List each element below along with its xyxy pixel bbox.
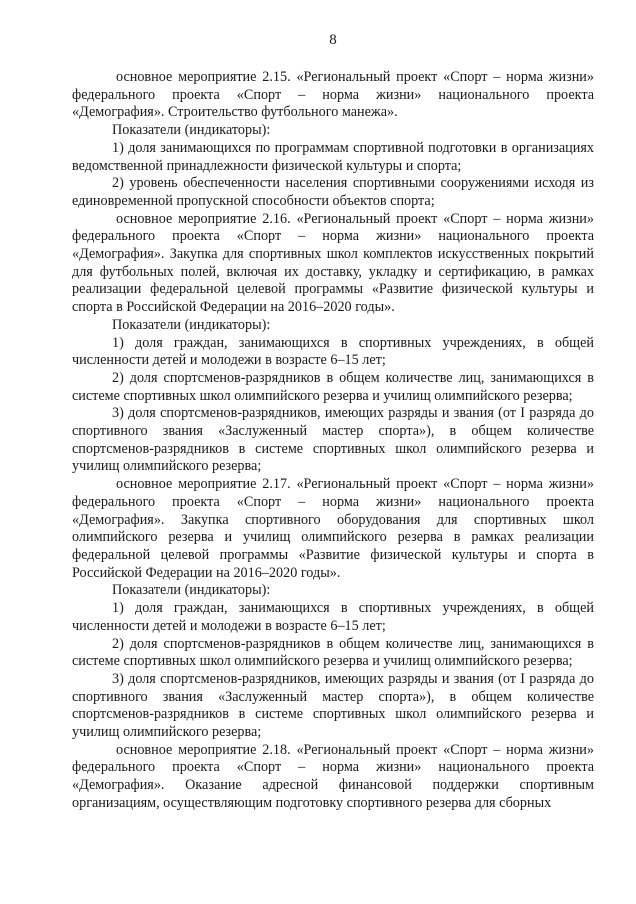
paragraph-indicator-item: 1) доля занимающихся по программам спортивной подготовки в организациях ведомственной принадлежности физической культуры и спорта; bbox=[72, 139, 594, 174]
paragraph-indicator-item: 3) доля спортсменов-разрядников, имеющих разряды и звания (от I разряда до спортивного звания «Заслуженный мастер спорта»), в общем количестве спортсменов-разрядников в системе спортивных школ олимпийского резерва и училищ олимпийского резерва; bbox=[72, 670, 594, 741]
paragraph-activity-2-17: основное мероприятие 2.17. «Региональный проект «Спорт – норма жизни» федерального проекта «Спорт – норма жизни» национального проекта «Демография». Закупка спортивного оборудования для спортивных школ олимпийского резерва и училищ олимпийского резерва в рамках реализации федеральной целевой программы «Развитие физической культуры и спорта в Российской Федерации на 2016–2020 годы». bbox=[72, 476, 594, 581]
paragraph-activity-2-18: основное мероприятие 2.18. «Региональный проект «Спорт – норма жизни» федерального проекта «Спорт – норма жизни» национального проекта «Демография». Оказание адресной финансовой поддержки спортивным организациям, осуществляющим подготовку спортивного резерва для сборных bbox=[72, 741, 594, 811]
paragraph-indicator-item: 3) доля спортсменов-разрядников, имеющих разряды и звания (от I разряда до спортивного звания «Заслуженный мастер спорта»), в общем количестве спортсменов-разрядников в системе спортивных школ олимпийского резерва и училищ олимпийского резерва; bbox=[72, 405, 594, 475]
paragraph-indicator-item: 2) доля спортсменов-разрядников в общем количестве лиц, занимающихся в системе спортивных школ олимпийского резерва и училищ олимпийского резерва; bbox=[72, 369, 594, 404]
paragraph-indicator-item: 2) доля спортсменов-разрядников в общем количестве лиц, занимающихся в системе спортивных школ олимпийского резерва и училищ олимпийского резерва; bbox=[72, 635, 594, 670]
paragraph-indicators-heading: Показатели (индикаторы): bbox=[112, 316, 271, 333]
paragraph-indicator-item: 1) доля граждан, занимающихся в спортивных учреждениях, в общей численности детей и молодежи в возрасте 6–15 лет; bbox=[72, 334, 594, 369]
paragraph-indicators-heading: Показатели (индикаторы): bbox=[112, 122, 271, 139]
paragraph-indicator-item: 1) доля граждан, занимающихся в спортивных учреждениях, в общей численности детей и молодежи в возрасте 6–15 лет; bbox=[72, 600, 594, 634]
document-body bbox=[72, 69, 594, 813]
paragraph-activity-2-16: основное мероприятие 2.16. «Региональный проект «Спорт – норма жизни» федерального проекта «Спорт – норма жизни» национального проекта «Демография». Закупка для спортивных школ комплектов искусственных покрытий для футбольных полей, включая их доставку, укладку и сертификацию, в рамках реализации федеральной целевой программы «Развитие физической культуры и спорта в Российской Федерации на 2016–2020 годы». bbox=[72, 210, 594, 316]
page-number: 8 bbox=[329, 32, 337, 48]
paragraph-activity-2-15: основное мероприятие 2.15. «Региональный проект «Спорт – норма жизни» федерального проекта «Спорт – норма жизни» национального проекта «Демография». Строительство футбольного манежа». bbox=[72, 69, 594, 121]
paragraph-indicator-item: 2) уровень обеспеченности населения спортивными сооружениями исходя из единовременной пропускной способности объектов спорта; bbox=[72, 175, 594, 209]
paragraph-indicators-heading: Показатели (индикаторы): bbox=[112, 582, 271, 599]
